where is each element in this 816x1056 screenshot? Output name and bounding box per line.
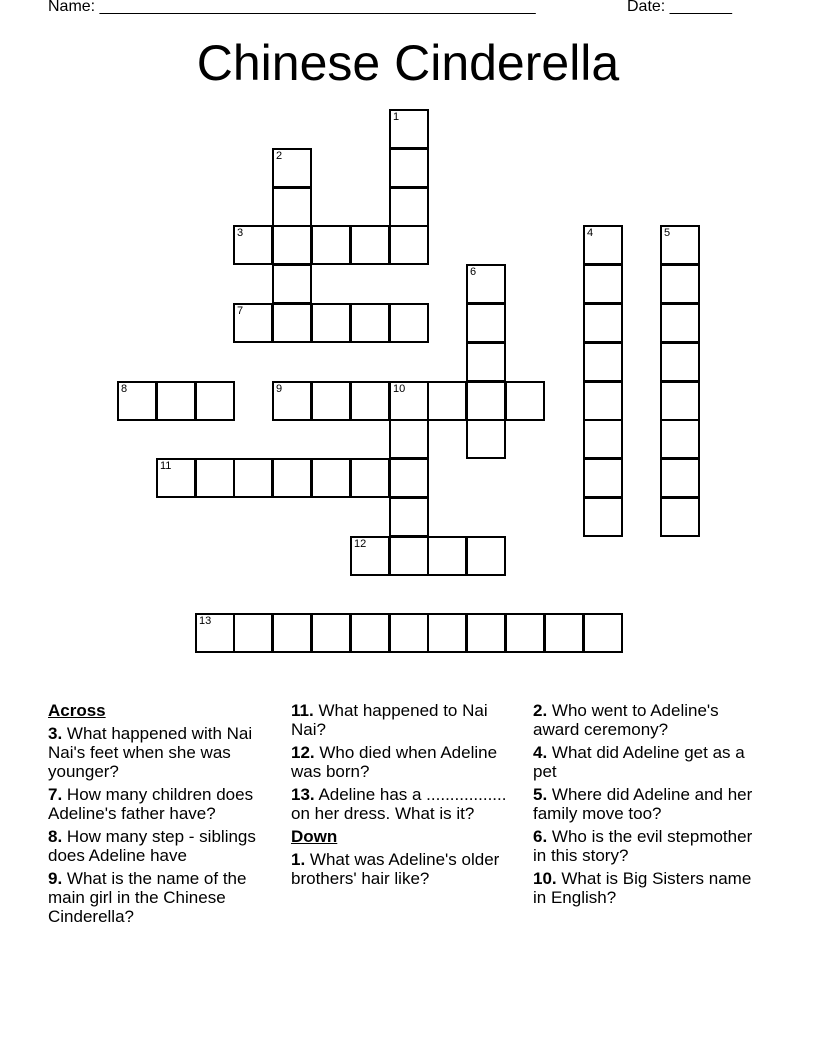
cell-number: 1 [393,111,400,123]
grid-cell[interactable] [660,458,700,498]
clue-column-3 [533,701,768,911]
cell-number: 9 [276,383,283,395]
grid-cell[interactable] [195,458,235,498]
clue-down-1 [291,850,526,888]
clue-number: 7. [48,785,63,804]
date-field-label[interactable]: Date: _______ [627,0,732,15]
clue-number: 1. [291,850,306,869]
grid-cell[interactable] [466,264,506,304]
grid-cell[interactable] [350,225,390,265]
cell-number: 12 [354,538,367,550]
clue-down-10 [533,869,768,907]
grid-cell[interactable] [272,613,312,653]
cell-number: 7 [237,305,244,317]
clue-text: Where did Adeline and her family move too? [533,785,753,823]
grid-cell[interactable] [544,613,584,653]
across-heading: Across [48,701,106,720]
grid-cell[interactable] [233,225,273,265]
grid-cell[interactable] [311,613,351,653]
clue-across-11 [291,701,526,739]
grid-cell[interactable] [583,458,623,498]
clue-text: What happened to Nai Nai? [291,701,488,739]
clue-down-6 [533,827,768,865]
grid-cell[interactable] [583,225,623,265]
grid-cell[interactable] [583,303,623,343]
cell-number: 10 [393,383,406,395]
grid-cell[interactable] [156,381,196,421]
clue-column-1 [48,701,283,930]
clue-number: 12. [291,743,315,762]
clue-text: What is Big Sisters name in English? [533,869,752,907]
grid-cell[interactable] [466,419,506,459]
grid-cell[interactable] [389,497,429,537]
grid-cell[interactable] [427,536,467,576]
clue-number: 9. [48,869,63,888]
grid-cell[interactable] [389,536,429,576]
clue-text: What did Adeline get as a pet [533,743,745,781]
clue-number: 5. [533,785,548,804]
grid-cell[interactable] [583,342,623,382]
grid-cell[interactable] [389,187,429,227]
grid-cell[interactable] [272,148,312,188]
cell-number: 13 [199,615,212,627]
grid-cell[interactable] [583,381,623,421]
grid-cell[interactable] [505,613,545,653]
grid-cell[interactable] [272,303,312,343]
grid-cell[interactable] [272,381,312,421]
clue-text: What is the name of the main girl in the Chinese Cinderella? [48,869,247,926]
grid-cell[interactable] [583,264,623,304]
grid-cell[interactable] [389,613,429,653]
grid-cell[interactable] [466,536,506,576]
grid-cell[interactable] [466,342,506,382]
down-heading: Down [291,827,338,846]
clue-down-5 [533,785,768,823]
grid-cell[interactable] [350,303,390,343]
cell-number: 2 [276,150,283,162]
grid-cell[interactable] [272,458,312,498]
grid-cell[interactable] [272,225,312,265]
grid-cell[interactable] [389,225,429,265]
grid-cell[interactable] [195,381,235,421]
grid-cell[interactable] [117,381,157,421]
cell-number: 4 [587,227,594,239]
clue-number: 13. [291,785,315,804]
grid-cell[interactable] [660,342,700,382]
clue-across-12 [291,743,526,781]
clue-text: How many step - siblings does Adeline have [48,827,256,865]
grid-cell[interactable] [660,497,700,537]
grid-cell[interactable] [583,419,623,459]
grid-cell[interactable] [660,419,700,459]
grid-cell[interactable] [389,148,429,188]
clue-across-13 [291,785,526,823]
clue-text: Adeline has a ................. on her dress. What is it? [291,785,507,823]
grid-cell[interactable] [660,225,700,265]
grid-cell[interactable] [660,264,700,304]
page-title: Chinese Cinderella [196,35,620,91]
clue-text: What was Adeline's older brothers' hair like? [291,850,500,888]
grid-cell[interactable] [272,187,312,227]
grid-cell[interactable] [389,109,429,149]
clue-text: What happened with Nai Nai's feet when she was younger? [48,724,253,781]
clue-text: Who is the evil stepmother in this story? [533,827,753,865]
grid-cell[interactable] [272,264,312,304]
grid-cell[interactable] [311,458,351,498]
grid-cell[interactable] [660,303,700,343]
grid-cell[interactable] [311,381,351,421]
clue-across-8 [48,827,283,865]
grid-cell[interactable] [466,381,506,421]
clue-number: 10. [533,869,557,888]
clue-number: 2. [533,701,548,720]
cell-number: 5 [664,227,671,239]
clue-number: 8. [48,827,63,846]
clue-across-9 [48,869,283,926]
grid-cell[interactable] [350,381,390,421]
clue-text: How many children does Adeline's father have? [48,785,254,823]
clue-across-7 [48,785,283,823]
grid-cell[interactable] [389,419,429,459]
grid-cell[interactable] [233,458,273,498]
clue-text: Who died when Adeline was born? [291,743,498,781]
clue-number: 11. [291,701,314,720]
grid-cell[interactable] [427,613,467,653]
cell-number: 11 [160,460,172,472]
grid-cell[interactable] [389,458,429,498]
clue-number: 4. [533,743,548,762]
clue-down-4 [533,743,768,781]
grid-cell[interactable] [466,303,506,343]
grid-cell[interactable] [350,613,390,653]
grid-cell[interactable] [389,381,429,421]
grid-cell[interactable] [583,613,623,653]
clue-text: Who went to Adeline's award ceremony? [533,701,719,739]
grid-cell[interactable] [350,458,390,498]
grid-cell[interactable] [195,613,235,653]
grid-cell[interactable] [350,536,390,576]
grid-cell[interactable] [583,497,623,537]
cell-number: 8 [121,383,128,395]
grid-cell[interactable] [466,613,506,653]
name-field-label[interactable]: Name: _________________________________________________ [48,0,536,15]
clue-number: 3. [48,724,63,743]
cell-number: 6 [470,266,477,278]
clue-column-2 [291,701,526,892]
clue-across-3 [48,724,283,781]
grid-cell[interactable] [660,381,700,421]
cell-number: 3 [237,227,244,239]
grid-cell[interactable] [427,381,467,421]
grid-cell[interactable] [156,458,196,498]
clue-number: 6. [533,827,548,846]
grid-cell[interactable] [389,303,429,343]
clue-down-2 [533,701,768,739]
grid-cell[interactable] [311,303,351,343]
grid-cell[interactable] [233,613,273,653]
grid-cell[interactable] [311,225,351,265]
grid-cell[interactable] [505,381,545,421]
grid-cell[interactable] [233,303,273,343]
